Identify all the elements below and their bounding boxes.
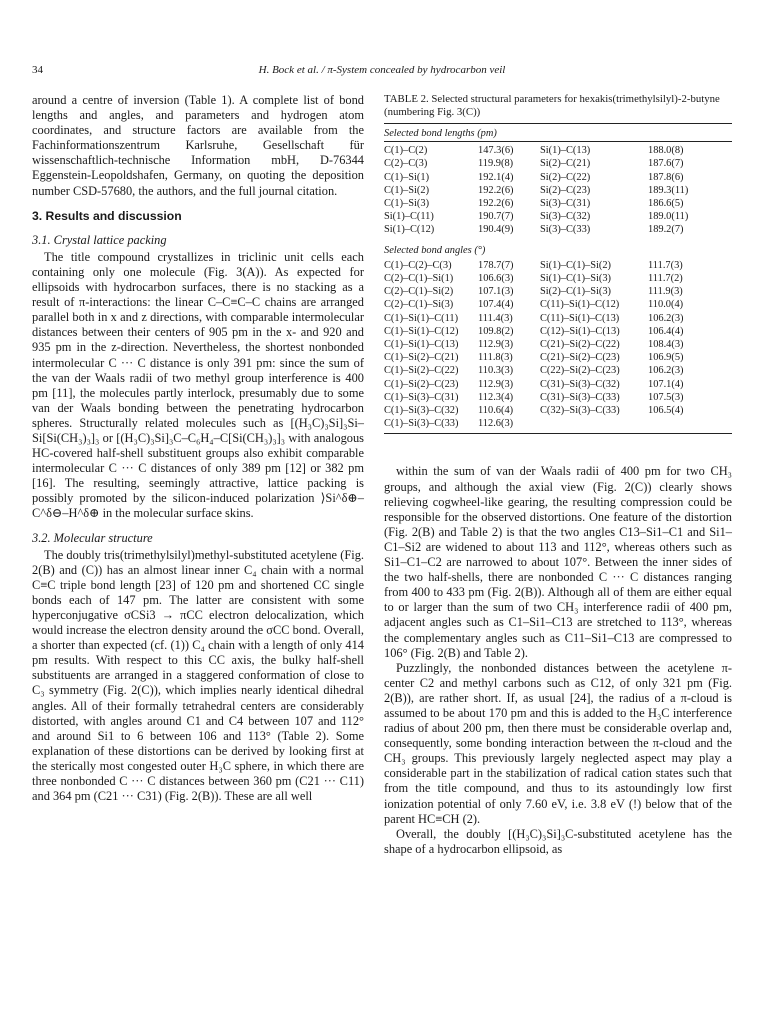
table-cell: 192.1(4)	[478, 171, 514, 183]
table-cell: C(1)–Si(1)–C(11)	[384, 312, 459, 324]
table-cell: 111.9(3)	[648, 286, 683, 298]
table-cell: 106.6(3)	[478, 273, 514, 285]
table-cell: 111.4(3)	[478, 312, 513, 324]
table-cell: Si(2)–C(22)	[540, 171, 591, 183]
table-row	[384, 378, 732, 391]
table-cell: 189.2(7)	[648, 224, 684, 236]
bond-angles-rows	[384, 259, 732, 431]
table-cell: C(31)–Si(3)–C(33)	[540, 391, 620, 403]
table-cell: Si(3)–C(32)	[540, 211, 591, 223]
table-cell: C(21)–Si(2)–C(22)	[540, 339, 620, 351]
table-cell: 112.3(4)	[478, 391, 514, 403]
table-cell: C(1)–Si(2)–C(22)	[384, 365, 459, 377]
table-cell: C(2)–C(3)	[384, 158, 428, 170]
table-cell: 111.8(3)	[478, 352, 513, 364]
table-cell: 110.3(3)	[478, 365, 514, 377]
table-cell: Si(3)–C(31)	[540, 198, 591, 210]
table-cell: C(1)–Si(1)	[384, 171, 430, 183]
ellipsoid-paragraph: Overall, the doubly [(H₃C)₃Si]₃C-substituted acetylene has the shape of a hydrocarbon ellipsoid, as	[384, 826, 732, 856]
table-cell: C(12)–Si(1)–C(13)	[540, 325, 620, 337]
running-title: H. Bock et al. / π-System concealed by hydrocarbon veil	[258, 64, 506, 76]
subsection-heading-packing: 3.1. Crystal lattice packing	[32, 232, 167, 247]
table-cell: C(22)–Si(2)–C(23)	[540, 365, 620, 377]
table-cell: 109.8(2)	[478, 325, 514, 337]
table-cell: 110.0(4)	[648, 299, 684, 311]
table-cell: Si(1)–C(13)	[540, 145, 591, 157]
table-cell: C(11)–Si(1)–C(13)	[540, 312, 620, 324]
table-cell: C(1)–Si(1)–C(13)	[384, 339, 459, 351]
table-cell: 106.2(3)	[648, 365, 684, 377]
table-cell: 107.5(3)	[648, 391, 684, 403]
table-cell: 106.5(4)	[648, 405, 684, 417]
table-cell: C(32)–Si(3)–C(33)	[540, 405, 620, 417]
table-cell: 107.1(3)	[478, 286, 514, 298]
table-row	[384, 417, 732, 430]
table-cell: Si(3)–C(33)	[540, 224, 591, 236]
table-row	[384, 298, 732, 311]
table-cell: 112.6(3)	[478, 418, 514, 430]
table-row	[384, 364, 732, 377]
right-column	[384, 93, 732, 857]
table-cell: 147.3(6)	[478, 145, 514, 157]
table-cell: 106.4(4)	[648, 325, 684, 337]
table-cell: 111.7(2)	[648, 273, 683, 285]
table-cell: 106.2(3)	[648, 312, 684, 324]
table-cell: C(1)–Si(3)	[384, 198, 430, 210]
table-cell: 110.6(4)	[478, 405, 514, 417]
table-cell: C(1)–C(2)	[384, 145, 428, 157]
table-cell: 178.7(7)	[478, 259, 514, 271]
table-cell: 192.2(6)	[478, 198, 514, 210]
table-cell: 106.9(5)	[648, 352, 684, 364]
table-cell: 189.0(11)	[648, 211, 689, 223]
table-row	[384, 184, 732, 197]
subsection-heading-structure: 3.2. Molecular structure	[32, 530, 153, 545]
table-cell	[648, 417, 718, 430]
table-cell: Si(1)–C(12)	[384, 224, 435, 236]
pi-cloud-paragraph: Puzzlingly, the nonbonded distances between the acetylene π-center C2 and methyl carbons such as C12, of only 321 pm (Fig. 2(B)), are rather short. If, as usual [24], the radius of a π-cloud is assumed to be about 170 pm and this is added to the H₃C interference radius of about 200 pm, then there must be considerable overlap and, consequently, some bonding interaction between the π-cloud and the CH₃ groups. This previously largely neglected aspect may play a considerable part in the stabilization of radical cation states such that from the title compound, and thus to its astoundingly low first ionization potential of only 7.60 eV, i.e. 3.8 eV (!) below that of the parent HC≡CH (2).	[384, 660, 732, 826]
table-row	[384, 171, 732, 184]
running-header	[32, 64, 732, 80]
table-cell: 190.7(7)	[478, 211, 514, 223]
table-row	[384, 210, 732, 223]
table-cell: C(2)–C(1)–Si(3)	[384, 299, 454, 311]
table-cell: Si(1)–C(1)–Si(3)	[540, 273, 611, 285]
table-cell: 190.4(9)	[478, 224, 514, 236]
table-row	[384, 223, 732, 236]
table-cell: 107.4(4)	[478, 299, 514, 311]
table-cell: C(1)–Si(3)–C(33)	[384, 418, 459, 430]
table-cell: C(11)–Si(1)–C(12)	[540, 299, 620, 311]
table-cell: 112.9(3)	[478, 378, 514, 390]
table-row	[384, 351, 732, 364]
packing-paragraph: The title compound crystallizes in triclinic unit cells each containing only one molecule (Fig. 3(A)). As expected for ellipsoids with hydrocarbon surfaces, there is no stacking as a result of π-interactions: the linear C–C≡C–C chains are arranged parallel both in x and z directions, with comparable intermolecular distances between their centers of 905 pm in the x- and 920 and 935 pm in the z-direction. Nevertheless, the shortest nonbonded intermolecular C ··· C distance is only 391 pm: since the sum of the van der Waals radii of two methyl group interference is 400 pm [11], the molecules partly interlock, presumably due to some van der Waals bonding between the penetrating hydrocarbon spheres. Structurally related molecules such as [(H₃C)₃Si]₃Si–Si[Si(CH₃)₃]₃ or [(H₃C)₃Si]₃C–C₆H₄–C[Si(CH₃)₃]₃ with analogous HC-covered half-shell substituent groups also exhibit comparable intermolecular C ··· C distances of only 389 pm [12] or 382 pm [16]. The resulting, seemingly attractive, lattice packing is possibly promoted by the silicon-induced polarization ⟩Si^δ⊕–C^δ⊖–H^δ⊕ in the molecular surface skins.	[32, 249, 364, 521]
table-cell: C(1)–Si(2)–C(21)	[384, 352, 459, 364]
table-cell: C(2)–C(1)–Si(1)	[384, 273, 454, 285]
distortion-paragraph: within the sum of van der Waals radii of 400 pm for two CH₃ groups, and although the axial view (Fig. 2(C)) clearly shows relieving cogwheel-like gearing, the resulting compression could be responsible for the observed distortions. One feature of the distortion (Fig. 2(B) and Table 2) is that the two angles C13–Si1–C1 and Si1–C1–Si2 are widened to about 113 and 112°, whereas others such as Si1–C1–C2 are narrowed to about 107°. Between the inner sides of the two half-shells, there are nonbonded C ··· C distances ranging from 400 to 433 pm (Fig. 2(B)). Although all of them are either equal to or larger than the sum of two CH₃ interference radii of 400 pm, adjacent angles such as C1–Si1–C13 are stretched to 113°, whereas the complementary angles such as C11–Si1–C13 are compressed to 106° (Fig. 2(B) and Table 2).	[384, 464, 732, 660]
table-cell: 188.0(8)	[648, 145, 684, 157]
page-number: 34	[32, 64, 43, 76]
table-cell: C(21)–Si(2)–C(23)	[540, 352, 620, 364]
table-cell: C(1)–Si(2)	[384, 184, 430, 196]
table-cell: 119.9(8)	[478, 158, 514, 170]
table-cell: Si(2)–C(1)–Si(3)	[540, 286, 611, 298]
table-cell: 112.9(3)	[478, 339, 514, 351]
table-cell: 111.7(3)	[648, 259, 683, 271]
table-cell: 186.6(5)	[648, 198, 684, 210]
table-cell: C(2)–C(1)–Si(2)	[384, 286, 454, 298]
table-cell: C(1)–Si(3)–C(32)	[384, 405, 459, 417]
table-cell: C(1)–Si(3)–C(31)	[384, 391, 459, 403]
table-row	[384, 404, 732, 417]
left-column	[32, 93, 364, 804]
table-row	[384, 391, 732, 404]
table-cell: 187.8(6)	[648, 171, 684, 183]
structure-paragraph: The doubly tris(trimethylsilyl)methyl-substituted acetylene (Fig. 2(B) and (C)) has an almost linear inner C₄ chain with a normal C≡C triple bond length [23] of 120 pm and shortened CC single bonds each of 147 pm. The latter are consistent with some hyperconjugative σCSi3 → πCC electron delocalization, which would increase the electron density around the σCC bond. Overall, a shorter than expected (cf. (1)) C₄ chain with a length of only 414 pm results. With respect to this CC axis, the bulky half-shell substituents are arranged in a staggered conformation of close to C₃ symmetry (Fig. 2(C)), which implies nearly identical dihedral angles. All of their formally tetrahedral centers are considerably distorted, with angles around C1 and C4 between 107 and 112° and around Si1 to 6 between 106 and 113° (Table 2). Some explanation of these distortions can be derived by looking first at the sterically most congested outer H₃C sphere, in which there are three nonbonded C ··· C distances between 360 pm (C21 ··· C11) and 364 pm (C21 ··· C31) (Fig. 2(B)). These are all well	[32, 547, 364, 804]
table-row	[384, 338, 732, 351]
table-cell	[540, 417, 648, 430]
table-cell: C(1)–Si(2)–C(23)	[384, 378, 459, 390]
table-cell: C(1)–C(2)–C(3)	[384, 259, 452, 271]
table-row	[384, 197, 732, 210]
table-cell: C(1)–Si(1)–C(12)	[384, 325, 459, 337]
table-row	[384, 325, 732, 338]
bond-lengths-rows	[384, 144, 732, 236]
table-cell: Si(1)–C(11)	[384, 211, 434, 223]
table-caption: TABLE 2. Selected structural parameters for hexakis(trimethylsilyl)-2-butyne (numbering Fig. 3(C))	[384, 93, 720, 118]
table-cell: Si(1)–C(1)–Si(2)	[540, 259, 611, 271]
table-row	[384, 312, 732, 325]
table-row	[384, 157, 732, 170]
table-cell: C(31)–Si(3)–C(32)	[540, 378, 620, 390]
intro-paragraph: around a centre of inversion (Table 1). A complete list of bond lengths and angles, and parameters and hydrogen atom coordinates, and structure factors are available from the Fachinformationszentrum Karlsruhe, Gesellschaft für wissenschaftlich-technische Information mbH, D-76344 Eggenstein-Leopoldshafen, Germany, on quoting the deposition number CSD-57680, the authors, and the full journal citation.	[32, 93, 364, 198]
table-row	[384, 144, 732, 157]
table-cell: Si(2)–C(23)	[540, 184, 591, 196]
bond-lengths-heading: Selected bond lengths (pm)	[384, 126, 732, 142]
table-cell: 189.3(11)	[648, 184, 689, 196]
table-cell: 107.1(4)	[648, 378, 684, 390]
table-cell: 192.2(6)	[478, 184, 514, 196]
table-cell: 108.4(3)	[648, 339, 684, 351]
table-body	[384, 123, 732, 434]
table-cell: Si(2)–C(21)	[540, 158, 591, 170]
table-row	[384, 272, 732, 285]
table-cell: 187.6(7)	[648, 158, 684, 170]
bond-angles-heading: Selected bond angles (°)	[384, 244, 486, 256]
section-heading: 3. Results and discussion	[32, 208, 182, 223]
table-row	[384, 259, 732, 272]
table-row	[384, 285, 732, 298]
table-2	[384, 93, 732, 434]
